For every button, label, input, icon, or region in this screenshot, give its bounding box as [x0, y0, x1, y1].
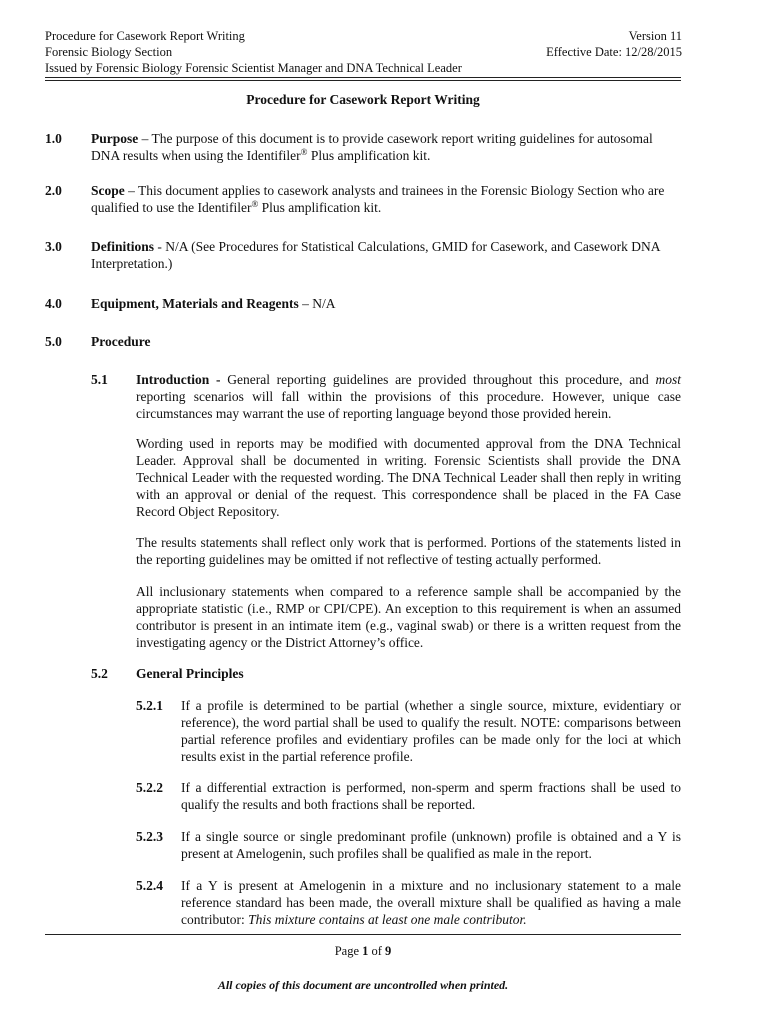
section-procedure: [91, 333, 681, 350]
registered-mark: ®: [251, 199, 259, 209]
general-principles-heading: [136, 665, 681, 682]
intro-paragraph-3: The results statements shall reflect only work that is performed. Portions of the statements listed in the reporting guidelines may be omitted if not reflective of testing actually performed.: [136, 535, 681, 567]
section-label: Procedure: [91, 334, 151, 349]
section-scope: Scope – This document applies to casework analysts and trainees in the Forensic Biology Section who are qualified to use the Identifiler® Plus amplification kit.: [91, 183, 665, 215]
registered-mark: ®: [300, 147, 308, 157]
page-number: Page 1 of 9: [334, 944, 392, 958]
section-label: Equipment, Materials and Reagents: [91, 296, 299, 311]
header-version: Version 11: [628, 29, 682, 43]
section-label: Scope: [91, 183, 125, 198]
item-number: 5.2.2: [136, 780, 163, 795]
header-left: [45, 28, 462, 76]
intro-paragraph-4: All inclusionary statements when compared to a reference sample shall be accompanied by the appropriate statistic (i.e., RMP or CPI/CPE). An exception to this requirement is when an assumed contributor is present in an intimate item (e.g., vaginal swab) or there is a written request from the investigating agency or the District Attorney’s office.: [136, 584, 681, 650]
header-issued-by: Issued by Forensic Biology Forensic Scientist Manager and DNA Technical Leader: [45, 61, 462, 75]
section-number: 2.0: [45, 183, 62, 198]
subsection-label: General Principles: [136, 666, 244, 681]
item-number: 5.2.4: [136, 878, 163, 893]
section-purpose: Purpose – The purpose of this document is to provide casework report writing guidelines for autosomal DNA results when using the Identifiler® Plus amplification kit.: [91, 131, 653, 163]
section-equipment: Equipment, Materials and Reagents – N/A: [91, 296, 336, 311]
header-doc-title: Procedure for Casework Report Writing: [45, 29, 245, 43]
subsection-label: Introduction -: [136, 372, 221, 387]
principle-item: If a differential extraction is performed, non-sperm and sperm fractions shall be used to qualify the results and both fractions shall be reported.: [181, 780, 681, 812]
item-number: 5.2.1: [136, 698, 163, 713]
uncontrolled-notice: All copies of this document are uncontrolled when printed.: [217, 978, 509, 992]
principle-item: If a Y is present at Amelogenin in a mixture and no inclusionary statement to a male reference standard has been made, the overall mixture shall be qualified as having a male contributor: This mixture contains at least one male contributor.: [181, 878, 681, 927]
header-right: [546, 28, 682, 60]
section-number: 3.0: [45, 239, 62, 254]
section-definitions: Definitions - N/A (See Procedures for Statistical Calculations, GMID for Casework, and Casework DNA Interpretation.): [91, 239, 660, 271]
section-number: 4.0: [45, 296, 62, 311]
item-number: 5.2.3: [136, 829, 163, 844]
document-title: Procedure for Casework Report Writing: [246, 92, 480, 107]
intro-paragraph-1: Introduction - General reporting guidelines are provided throughout this procedure, and most reporting scenarios will fall within the provisions of this procedure. However, unique case circumstances may warrant the use of reporting language beyond those provided herein.: [136, 372, 682, 421]
section-number: 5.0: [45, 334, 62, 349]
footer-divider: [45, 934, 681, 935]
header-effective-date: Effective Date: 12/28/2015: [546, 45, 682, 59]
subsection-number: 5.1: [91, 372, 108, 387]
section-label: Definitions: [91, 239, 155, 254]
section-label: Purpose: [91, 131, 139, 146]
principle-item: If a profile is determined to be partial (whether a single source, mixture, evidentiary or reference), the word partial shall be used to qualify the result. NOTE: comparisons between partial reference profiles and evidentiary profiles can be made only for the loci at which results exist in the partial reference profile.: [181, 698, 681, 764]
subsection-number: 5.2: [91, 666, 108, 681]
principle-item: If a single source or single predominant profile (unknown) profile is obtained and a Y is present at Amelogenin, such profiles shall be qualified as male in the report.: [181, 829, 681, 861]
section-number: 1.0: [45, 131, 62, 146]
intro-paragraph-2: Wording used in reports may be modified with documented approval from the DNA Technical Leader. Approval shall be documented in writing. Forensic Scientists shall provide the DNA Technical Leader with the requested wording. The DNA Technical Leader shall then reply in writing with an approval or denial of the request. This correspondence shall be placed in the FA Case Record Object Repository.: [136, 436, 681, 519]
header-divider: [45, 77, 681, 81]
header-section: Forensic Biology Section: [45, 45, 173, 59]
